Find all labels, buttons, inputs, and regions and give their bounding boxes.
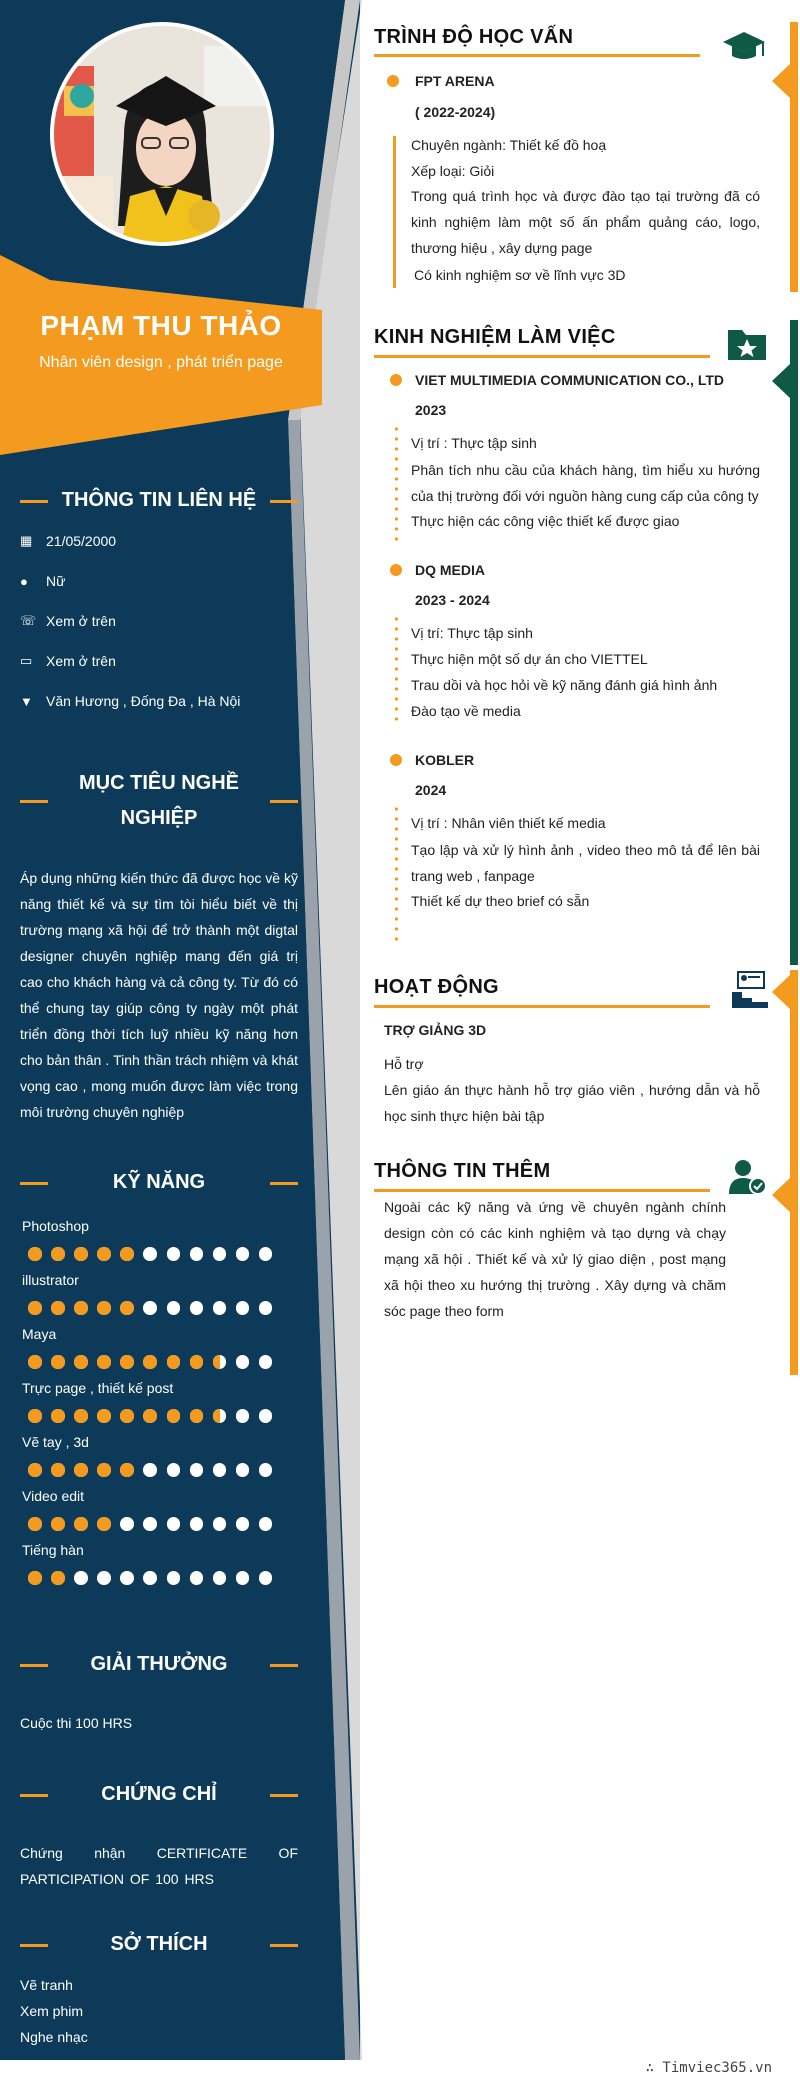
rating-dot xyxy=(51,1301,65,1315)
certificate-item: Chứng nhận CERTIFICATE OF PARTICIPATION OF 100 HRS xyxy=(20,1845,298,1887)
job-timeline xyxy=(395,614,398,724)
skill-name: Photoshop xyxy=(22,1218,89,1234)
rating-dot xyxy=(190,1247,204,1261)
skill-name: Vẽ tay , 3d xyxy=(22,1434,89,1450)
rating-dot xyxy=(213,1355,227,1369)
rating-dot xyxy=(259,1571,273,1585)
job-line: Vị trí : Thực tập sinh xyxy=(411,435,537,451)
rating-dot xyxy=(236,1463,250,1477)
rating-dot xyxy=(167,1517,181,1531)
rating-dot xyxy=(259,1355,273,1369)
rating-dot xyxy=(190,1409,204,1423)
rating-dot xyxy=(120,1517,134,1531)
skill-rating xyxy=(28,1571,272,1585)
rating-dot xyxy=(97,1355,111,1369)
skill-rating xyxy=(28,1355,272,1369)
rating-dot xyxy=(74,1409,88,1423)
objective-heading: MỤC TIÊU NGHỀ NGHIỆP xyxy=(20,766,298,836)
skill-name: illustrator xyxy=(22,1272,79,1288)
job-line: Phân tích nhu cầu của khách hàng, tìm hiểu xu hướng của thị trường đối với nguồn hàng cung cấp của công ty xyxy=(411,462,760,504)
rating-dot xyxy=(74,1571,88,1585)
education-major: Chuyên ngành: Thiết kế đồ hoạ xyxy=(411,137,607,153)
awards-heading: GIẢI THƯỞNG xyxy=(20,1648,298,1680)
rating-dot xyxy=(120,1355,134,1369)
job-line: Thực hiện một số dự án cho VIETTEL xyxy=(411,651,648,667)
job-company: KOBLER xyxy=(415,752,475,768)
rating-dot xyxy=(259,1517,273,1531)
rating-dot xyxy=(259,1409,273,1423)
skill-name: Trực page , thiết kế post xyxy=(22,1380,174,1396)
rating-dot xyxy=(167,1409,181,1423)
job-line: Thiết kế dự theo brief có sẵn xyxy=(411,893,590,909)
calendar-icon: ▦ xyxy=(20,533,33,548)
rating-dot xyxy=(51,1247,65,1261)
job-line: Trau dồi và học hỏi về kỹ năng đánh giá hình ảnh xyxy=(411,677,718,693)
rating-dot xyxy=(74,1247,88,1261)
certificates-heading: CHỨNG CHỈ xyxy=(20,1778,298,1810)
rating-dot xyxy=(190,1355,204,1369)
rating-dot xyxy=(97,1301,111,1315)
contact-birthday: ▦ 21/05/2000 xyxy=(20,533,117,549)
rating-dot xyxy=(28,1409,42,1423)
education-timeline xyxy=(393,136,396,288)
rating-dot xyxy=(236,1517,250,1531)
graduation-cap-icon xyxy=(722,30,766,69)
contact-phone: ☏ Xem ở trên xyxy=(20,613,116,629)
skill-rating xyxy=(28,1247,272,1261)
career-objective-text: Áp dụng những kiến thức đã được học về kỹ năng thiết kế và sự tìm tòi hiểu biết về thị trường mạng xã hội để trở thành một digtal designer chuyên nghiệp mang đến giá trị cao cho khách hàng và cả công ty. Từ đó có thể chung tay giúp công ty ngày một phát triển đồng thời tích luỹ nhiều kỹ năng hơn cho bản thân . Tinh thần trách nhiệm và khát vọng cao , mong muốn được làm việc trong môi trường chuyên nghiệp xyxy=(20,870,298,1120)
job-line: Vị trí: Thực tập sinh xyxy=(411,625,533,641)
additional-info-text: Ngoài các kỹ năng và ứng về chuyên ngành chính design còn có các kinh nghiệm và tạo dựng và chạy mạng xã hội . Thiết kế và xử lý giao diện , post mạng xã hội theo xu hướng thị trường . Xây dựng và chăm sóc page theo form xyxy=(384,1199,726,1319)
rating-dot xyxy=(213,1463,227,1477)
education-school: FPT ARENA xyxy=(415,73,495,89)
job-company: DQ MEDIA xyxy=(415,562,485,578)
job-bullet xyxy=(390,374,402,386)
education-underline xyxy=(374,54,700,57)
education-extra: Có kinh nghiệm sơ về lĩnh vực 3D xyxy=(414,267,626,283)
experience-side-bar xyxy=(790,320,798,965)
rating-dot xyxy=(51,1571,65,1585)
rating-dot xyxy=(167,1247,181,1261)
job-company: VIET MULTIMEDIA COMMUNICATION CO., LTD xyxy=(415,372,725,388)
hobby-item: Nghe nhạc xyxy=(20,2029,88,2045)
experience-heading: KINH NGHIỆM LÀM VIỆC xyxy=(374,326,616,348)
skill-rating xyxy=(28,1463,272,1477)
rating-dot xyxy=(213,1517,227,1531)
skill-rating xyxy=(28,1301,272,1315)
job-line: Đào tạo về media xyxy=(411,703,521,719)
additional-info-underline xyxy=(374,1189,710,1192)
rating-dot xyxy=(167,1355,181,1369)
rating-dot xyxy=(143,1571,157,1585)
rating-dot xyxy=(120,1301,134,1315)
rating-dot xyxy=(190,1571,204,1585)
job-timeline xyxy=(395,804,398,942)
rating-dot xyxy=(28,1247,42,1261)
rating-dot xyxy=(97,1247,111,1261)
activities-heading: HOẠT ĐỘNG xyxy=(374,976,499,998)
hobbies-heading: SỞ THÍCH xyxy=(20,1928,298,1960)
award-item: Cuộc thi 100 HRS xyxy=(20,1715,133,1731)
rating-dot xyxy=(74,1463,88,1477)
job-line: Thực hiện các công việc thiết kế được giao xyxy=(411,513,680,529)
rating-dot xyxy=(28,1571,42,1585)
activity-role: Hỗ trợ xyxy=(384,1056,424,1072)
rating-dot xyxy=(236,1571,250,1585)
user-icon: ● xyxy=(20,573,28,589)
rating-dot xyxy=(259,1247,273,1261)
skill-name: Tiếng hàn xyxy=(22,1542,84,1558)
rating-dot xyxy=(213,1409,227,1423)
activities-underline xyxy=(374,1005,710,1008)
additional-info-side-marker xyxy=(772,1178,790,1212)
rating-dot xyxy=(190,1517,204,1531)
rating-dot xyxy=(28,1355,42,1369)
activities-side-marker xyxy=(772,975,790,1009)
rating-dot xyxy=(167,1571,181,1585)
hobby-item: Vẽ tranh xyxy=(20,1977,73,1993)
rating-dot xyxy=(213,1247,227,1261)
rating-dot xyxy=(51,1409,65,1423)
job-timeline xyxy=(395,424,398,542)
additional-info-heading: THÔNG TIN THÊM xyxy=(374,1160,551,1182)
activity-description: Lên giáo án thực hành hỗ trợ giáo viên , hướng dẫn và hỗ học sinh thực hiện bài tập xyxy=(384,1082,760,1124)
job-line: Tạo lập và xử lý hình ảnh , video theo mô tả để lên bài trang web , fanpage xyxy=(411,842,760,884)
rating-dot xyxy=(236,1247,250,1261)
rating-dot xyxy=(97,1463,111,1477)
job-title: Nhân viên design , phát triển page xyxy=(39,354,283,371)
contact-gender: ● Nữ xyxy=(20,573,66,589)
rating-dot xyxy=(236,1355,250,1369)
activities-side-bar xyxy=(790,970,798,1375)
contact-address: ▼ Văn Hương , Đống Đa , Hà Nội xyxy=(20,693,241,709)
rating-dot xyxy=(97,1517,111,1531)
rating-dot xyxy=(190,1301,204,1315)
rating-dot xyxy=(213,1301,227,1315)
rating-dot xyxy=(51,1517,65,1531)
email-icon: ▭ xyxy=(20,653,33,668)
skill-name: Video edit xyxy=(22,1488,85,1504)
rating-dot xyxy=(143,1517,157,1531)
phone-icon: ☏ xyxy=(20,613,37,628)
rating-dot xyxy=(213,1571,227,1585)
rating-dot xyxy=(190,1463,204,1477)
rating-dot xyxy=(120,1571,134,1585)
education-grade: Xếp loại: Giỏi xyxy=(411,163,495,179)
rating-dot xyxy=(236,1301,250,1315)
candidate-name: PHẠM THU THẢO xyxy=(40,310,282,341)
experience-underline xyxy=(374,355,710,358)
rating-dot xyxy=(120,1463,134,1477)
skills-heading: KỸ NĂNG xyxy=(20,1166,298,1198)
rating-dot xyxy=(74,1301,88,1315)
rating-dot xyxy=(167,1301,181,1315)
hobby-item: Xem phim xyxy=(20,2003,84,2019)
location-pin-icon: ▼ xyxy=(20,693,33,709)
experience-side-marker xyxy=(772,364,790,398)
rating-dot xyxy=(236,1409,250,1423)
activity-title: TRỢ GIẢNG 3D xyxy=(384,1022,487,1038)
rating-dot xyxy=(120,1409,134,1423)
rating-dot xyxy=(143,1247,157,1261)
education-description: Trong quá trình học và được đào tạo tại trường đã có kinh nghiệm làm một số ấn phẩm quảng cáo, logo, thương hiệu , xây dựng page xyxy=(411,188,760,256)
rating-dot xyxy=(28,1301,42,1315)
job-bullet xyxy=(390,754,402,766)
rating-dot xyxy=(97,1571,111,1585)
job-period: 2023 - 2024 xyxy=(415,592,490,608)
rating-dot xyxy=(143,1463,157,1477)
rating-dot xyxy=(97,1409,111,1423)
avatar xyxy=(50,22,274,246)
rating-dot xyxy=(167,1463,181,1477)
rating-dot xyxy=(74,1517,88,1531)
folder-star-icon xyxy=(726,326,768,367)
education-side-marker xyxy=(772,64,790,98)
contact-email: ▭ Xem ở trên xyxy=(20,653,116,669)
education-side-bar xyxy=(790,22,798,292)
rating-dot xyxy=(259,1463,273,1477)
education-heading: TRÌNH ĐỘ HỌC VẤN xyxy=(374,26,574,48)
watermark: ∴ Timviec365.vn xyxy=(645,2060,772,2076)
user-check-icon xyxy=(728,1158,768,1201)
job-line: Vị trí : Nhân viên thiết kế media xyxy=(411,815,606,831)
education-period: ( 2022-2024) xyxy=(415,104,496,120)
job-period: 2024 xyxy=(415,782,447,798)
job-period: 2023 xyxy=(415,402,447,418)
rating-dot xyxy=(51,1355,65,1369)
rating-dot xyxy=(51,1463,65,1477)
rating-dot xyxy=(28,1517,42,1531)
rating-dot xyxy=(74,1355,88,1369)
rating-dot xyxy=(28,1463,42,1477)
skill-rating xyxy=(28,1409,272,1423)
education-bullet xyxy=(387,75,399,87)
rating-dot xyxy=(143,1355,157,1369)
skill-rating xyxy=(28,1517,272,1531)
rating-dot xyxy=(143,1409,157,1423)
job-bullet xyxy=(390,564,402,576)
rating-dot xyxy=(120,1247,134,1261)
presentation-icon xyxy=(730,970,770,1015)
contact-heading: THÔNG TIN LIÊN HỆ xyxy=(20,484,298,516)
rating-dot xyxy=(143,1301,157,1315)
rating-dot xyxy=(259,1301,273,1315)
skill-name: Maya xyxy=(22,1326,57,1342)
